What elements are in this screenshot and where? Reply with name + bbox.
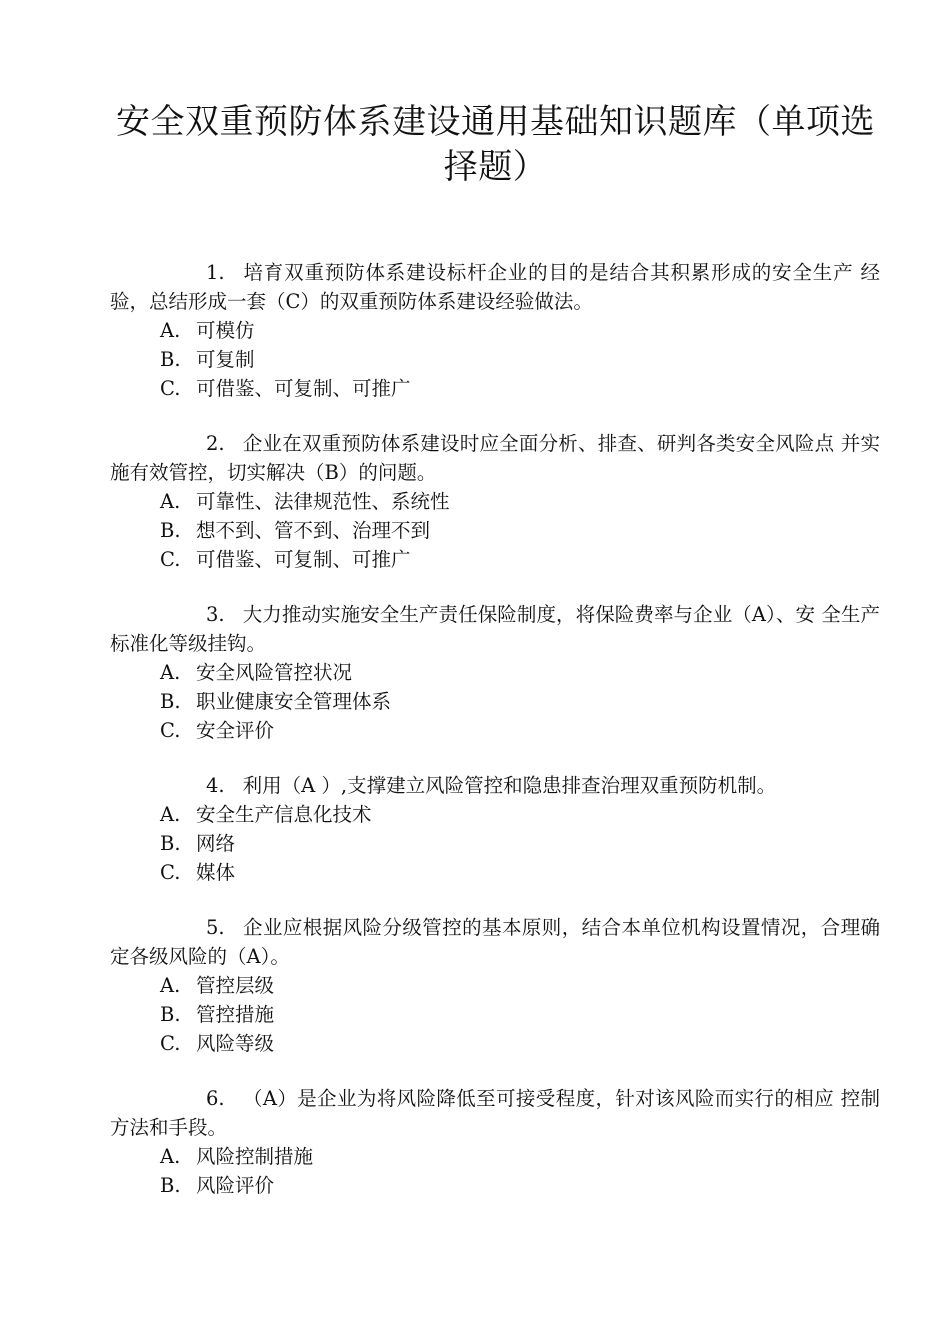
option-letter: B. (160, 1003, 181, 1026)
option-text: 风险评价 (196, 1174, 275, 1197)
option-item (110, 1142, 880, 1171)
question-item (110, 258, 880, 403)
question-number: 1. (206, 261, 225, 284)
question-item (110, 1084, 880, 1200)
option-text: 风险等级 (196, 1032, 275, 1055)
option-text: 想不到、管不到、治理不到 (196, 519, 431, 542)
option-letter: B. (160, 519, 181, 542)
question-item (110, 600, 880, 745)
question-text: 培育双重预防体系建设标杆企业的目的是结合其积累形成的安全生产 经验，总结形成一套（C）的双重预防体系建设经验做法。 (110, 261, 880, 313)
option-letter: B. (160, 690, 181, 713)
question-stem (110, 429, 880, 487)
option-letter: A. (160, 490, 181, 513)
option-text: 安全评价 (196, 719, 275, 742)
option-list (110, 971, 880, 1058)
question-stem (110, 913, 880, 971)
option-letter: A. (160, 1145, 181, 1168)
option-item (110, 1000, 880, 1029)
option-text: 安全生产信息化技术 (196, 803, 372, 826)
option-item (110, 716, 880, 745)
option-item (110, 829, 880, 858)
option-text: 管控措施 (196, 1003, 275, 1026)
option-letter: B. (160, 1174, 181, 1197)
question-text: 企业在双重预防体系建设时应全面分析、排查、研判各类安全风险点 并实施有效管控，切实解决（B）的问题。 (110, 432, 880, 484)
option-letter: C. (160, 548, 181, 571)
question-item (110, 771, 880, 887)
option-list (110, 487, 880, 574)
option-text: 可模仿 (196, 319, 255, 342)
option-letter: A. (160, 974, 181, 997)
option-item (110, 1029, 880, 1058)
question-list (110, 258, 880, 1226)
option-letter: A. (160, 661, 181, 684)
question-stem (110, 1084, 880, 1142)
option-list (110, 1142, 880, 1200)
option-text: 可复制 (196, 348, 255, 371)
option-text: 风险控制措施 (196, 1145, 314, 1168)
option-list (110, 316, 880, 403)
question-text: （A）是企业为将风险降低至可接受程度，针对该风险而实行的相应 控制方法和手段。 (110, 1087, 880, 1139)
option-letter: A. (160, 803, 181, 826)
question-text: 利用（A ）,支撑建立风险管控和隐患排查治理双重预防机制。 (242, 774, 777, 797)
question-item (110, 429, 880, 574)
option-text: 管控层级 (196, 974, 275, 997)
option-list (110, 658, 880, 745)
question-text: 大力推动实施安全生产责任保险制度，将保险费率与企业（A）、安 全生产标准化等级挂钩。 (110, 603, 881, 655)
option-text: 职业健康安全管理体系 (196, 690, 392, 713)
option-list (110, 800, 880, 887)
option-item (110, 316, 880, 345)
question-stem (110, 258, 880, 316)
option-text: 媒体 (196, 861, 236, 884)
option-letter: C. (160, 719, 181, 742)
option-item (110, 487, 880, 516)
option-item (110, 545, 880, 574)
question-number: 5. (206, 916, 225, 939)
question-stem (110, 600, 880, 658)
option-item (110, 687, 880, 716)
question-item (110, 913, 880, 1058)
option-text: 可借鉴、可复制、可推广 (196, 377, 411, 400)
option-letter: C. (160, 377, 181, 400)
question-stem (110, 771, 880, 800)
option-item (110, 858, 880, 887)
option-item (110, 1171, 880, 1200)
option-item (110, 374, 880, 403)
option-letter: B. (160, 348, 181, 371)
option-item (110, 800, 880, 829)
question-text: 企业应根据风险分级管控的基本原则，结合本单位机构设置情况，合理确定各级风险的（A）。 (110, 916, 880, 968)
option-letter: A. (160, 319, 181, 342)
question-number: 3. (206, 603, 225, 626)
question-number: 4. (206, 774, 225, 797)
option-item (110, 516, 880, 545)
document-title: 安全双重预防体系建设通用基础知识题库（单项选择题） (116, 102, 875, 187)
question-number: 6. (206, 1087, 225, 1110)
option-letter: C. (160, 1032, 181, 1055)
option-text: 安全风险管控状况 (196, 661, 353, 684)
option-item (110, 658, 880, 687)
option-text: 网络 (196, 832, 236, 855)
option-letter: C. (160, 861, 181, 884)
question-number: 2. (206, 432, 225, 455)
option-text: 可借鉴、可复制、可推广 (196, 548, 411, 571)
option-item (110, 971, 880, 1000)
option-text: 可靠性、法律规范性、系统性 (196, 490, 450, 513)
option-item (110, 345, 880, 374)
option-letter: B. (160, 832, 181, 855)
